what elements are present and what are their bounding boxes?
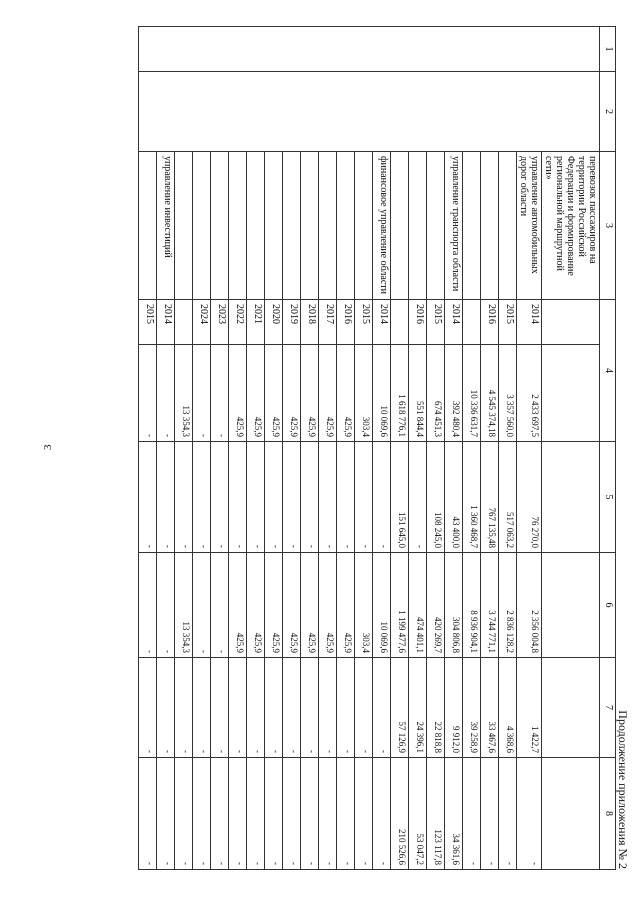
regional-cell: 303,4	[355, 553, 373, 658]
local-cell: -	[247, 658, 265, 758]
year-cell	[542, 300, 600, 345]
year-cell: 2023	[211, 300, 229, 345]
other-cell: -	[463, 758, 481, 870]
federal-cell: -	[157, 442, 175, 553]
regional-cell: 1 199 477,6	[391, 553, 409, 658]
table-row	[445, 27, 463, 870]
local-cell: 9 912,0	[445, 658, 463, 758]
year-cell: 2015	[499, 300, 517, 345]
local-cell: -	[319, 658, 337, 758]
year-cell: 2015	[355, 300, 373, 345]
executor-cell: управление транспорта области	[445, 152, 463, 300]
regional-cell: 425,9	[319, 553, 337, 658]
local-cell: 24 396,1	[409, 658, 427, 758]
executor-cell	[175, 152, 193, 300]
executor-cell	[463, 152, 481, 300]
executor-cell	[337, 152, 355, 300]
federal-cell: -	[229, 442, 247, 553]
executor-cell	[283, 152, 301, 300]
header-col-7: 7	[600, 658, 616, 758]
local-cell: 39 258,9	[463, 658, 481, 758]
other-cell: -	[175, 758, 193, 870]
year-cell: 2020	[265, 300, 283, 345]
header-col-5: 5	[600, 442, 616, 553]
header-col-4: 4	[600, 300, 616, 442]
executor-cell	[139, 152, 157, 300]
other-cell	[542, 758, 600, 870]
other-cell: 210 526,6	[391, 758, 409, 870]
federal-cell: 151 645,0	[391, 442, 409, 553]
local-cell	[542, 658, 600, 758]
other-cell: 34 361,6	[445, 758, 463, 870]
total-cell: -	[193, 345, 211, 442]
year-cell: 2016	[409, 300, 427, 345]
cell-col-2	[139, 72, 600, 152]
regional-cell: 13 354,3	[175, 553, 193, 658]
other-cell: -	[211, 758, 229, 870]
local-cell: -	[337, 658, 355, 758]
table-row	[427, 27, 445, 870]
total-cell: 425,9	[247, 345, 265, 442]
regional-cell: 420 269,7	[427, 553, 445, 658]
federal-cell: -	[301, 442, 319, 553]
year-cell: 2014	[373, 300, 391, 345]
year-cell: 2019	[283, 300, 301, 345]
other-cell: -	[481, 758, 499, 870]
total-cell: 10 069,6	[373, 345, 391, 442]
local-cell: -	[373, 658, 391, 758]
executor-cell: управление инвестиций	[157, 152, 175, 300]
total-cell: 425,9	[301, 345, 319, 442]
table-row	[229, 27, 247, 870]
federal-cell	[542, 442, 600, 553]
total-cell: 1 618 776,1	[391, 345, 409, 442]
total-cell: -	[139, 345, 157, 442]
federal-cell: -	[139, 442, 157, 553]
federal-cell: 43 400,0	[445, 442, 463, 553]
regional-cell: 425,9	[301, 553, 319, 658]
other-cell: -	[157, 758, 175, 870]
table-row	[337, 27, 355, 870]
year-cell: 2016	[337, 300, 355, 345]
executor-cell	[247, 152, 265, 300]
federal-cell: -	[175, 442, 193, 553]
other-cell: -	[283, 758, 301, 870]
budget-table	[138, 26, 616, 870]
regional-cell: -	[157, 553, 175, 658]
executor-cell	[409, 152, 427, 300]
year-cell: 2014	[445, 300, 463, 345]
federal-cell: -	[409, 442, 427, 553]
federal-cell: 1 360 468,7	[463, 442, 481, 553]
federal-cell: -	[355, 442, 373, 553]
other-cell: -	[499, 758, 517, 870]
total-cell: 425,9	[283, 345, 301, 442]
total-cell: 674 451,3	[427, 345, 445, 442]
other-cell: 123 117,8	[427, 758, 445, 870]
year-cell	[463, 300, 481, 345]
regional-cell: 425,9	[265, 553, 283, 658]
table-row	[193, 27, 211, 870]
local-cell: -	[157, 658, 175, 758]
regional-cell: 2 836 128,2	[499, 553, 517, 658]
executor-cell	[211, 152, 229, 300]
table-row	[391, 27, 409, 870]
regional-cell: 304 806,8	[445, 553, 463, 658]
table-row	[319, 27, 337, 870]
table-row	[499, 27, 517, 870]
table-row	[175, 27, 193, 870]
federal-cell: -	[283, 442, 301, 553]
year-cell: 2016	[481, 300, 499, 345]
year-cell: 2014	[517, 300, 542, 345]
header-col-8: 8	[600, 758, 616, 870]
regional-cell: -	[139, 553, 157, 658]
executor-cell	[499, 152, 517, 300]
year-cell: 2014	[157, 300, 175, 345]
total-cell: 10 336 631,7	[463, 345, 481, 442]
table-row	[265, 27, 283, 870]
table-row	[301, 27, 319, 870]
regional-cell: 2 356 004,8	[517, 553, 542, 658]
other-cell: -	[337, 758, 355, 870]
regional-cell	[542, 553, 600, 658]
local-cell: 1 422,7	[517, 658, 542, 758]
local-cell: -	[175, 658, 193, 758]
table-row	[355, 27, 373, 870]
table-row	[542, 27, 600, 870]
local-cell: -	[193, 658, 211, 758]
executor-cell	[391, 152, 409, 300]
local-cell: -	[355, 658, 373, 758]
table-row	[463, 27, 481, 870]
executor-cell	[427, 152, 445, 300]
federal-cell: -	[337, 442, 355, 553]
regional-cell: 425,9	[337, 553, 355, 658]
total-cell: 3 357 560,0	[499, 345, 517, 442]
federal-cell: -	[319, 442, 337, 553]
other-cell: -	[139, 758, 157, 870]
federal-cell: 517 063,2	[499, 442, 517, 553]
local-cell: -	[211, 658, 229, 758]
executor-cell	[193, 152, 211, 300]
total-cell: 392 480,4	[445, 345, 463, 442]
year-cell	[391, 300, 409, 345]
table-row	[409, 27, 427, 870]
total-cell: 4 545 374,18	[481, 345, 499, 442]
federal-cell: -	[193, 442, 211, 553]
other-cell: -	[355, 758, 373, 870]
header-col-2: 2	[600, 72, 616, 152]
regional-cell: 10 069,6	[373, 553, 391, 658]
executor-cell: финансовое управление области	[373, 152, 391, 300]
year-cell: 2018	[301, 300, 319, 345]
executor-cell	[355, 152, 373, 300]
executor-cell	[301, 152, 319, 300]
federal-cell: 108 245,0	[427, 442, 445, 553]
regional-cell: 425,9	[229, 553, 247, 658]
local-cell: -	[301, 658, 319, 758]
regional-cell: 3 744 771,1	[481, 553, 499, 658]
regional-cell: 8 936 904,1	[463, 553, 481, 658]
header-col-1: 1	[600, 27, 616, 72]
other-cell: -	[517, 758, 542, 870]
federal-cell: -	[265, 442, 283, 553]
executor-cell	[229, 152, 247, 300]
page-number: 3	[42, 444, 54, 450]
other-cell: -	[193, 758, 211, 870]
executor-cell: перевозок пассажиров на территории Российской Федерации и формирование региональной маршрутной сети»	[542, 152, 600, 300]
other-cell: -	[229, 758, 247, 870]
other-cell: -	[301, 758, 319, 870]
total-cell: 425,9	[265, 345, 283, 442]
federal-cell: 767 135,48	[481, 442, 499, 553]
other-cell: -	[319, 758, 337, 870]
local-cell: -	[139, 658, 157, 758]
local-cell: -	[229, 658, 247, 758]
table-row	[139, 27, 157, 870]
rotated-page	[70, 20, 630, 875]
total-cell: -	[157, 345, 175, 442]
local-cell: -	[283, 658, 301, 758]
table-row	[481, 27, 499, 870]
year-cell	[175, 300, 193, 345]
local-cell: 22 818,8	[427, 658, 445, 758]
executor-cell	[481, 152, 499, 300]
table-row	[211, 27, 229, 870]
total-cell: 303,4	[355, 345, 373, 442]
local-cell: 57 126,9	[391, 658, 409, 758]
local-cell: 33 467,6	[481, 658, 499, 758]
executor-cell	[265, 152, 283, 300]
total-cell: 425,9	[229, 345, 247, 442]
year-cell: 2015	[139, 300, 157, 345]
table-row	[157, 27, 175, 870]
regional-cell: 425,9	[247, 553, 265, 658]
regional-cell: -	[211, 553, 229, 658]
cell-col-1	[139, 27, 600, 72]
total-cell: 425,9	[337, 345, 355, 442]
regional-cell: -	[193, 553, 211, 658]
year-cell: 2024	[193, 300, 211, 345]
regional-cell: 474 401,1	[409, 553, 427, 658]
other-cell: -	[373, 758, 391, 870]
year-cell: 2022	[229, 300, 247, 345]
total-cell: 13 354,3	[175, 345, 193, 442]
regional-cell: 425,9	[283, 553, 301, 658]
header-col-6: 6	[600, 553, 616, 658]
total-cell: 425,9	[319, 345, 337, 442]
federal-cell: -	[247, 442, 265, 553]
other-cell: 53 047,2	[409, 758, 427, 870]
table-row	[283, 27, 301, 870]
year-cell: 2021	[247, 300, 265, 345]
federal-cell: -	[211, 442, 229, 553]
other-cell: -	[265, 758, 283, 870]
appendix-caption: Продолжение приложения № 2	[616, 710, 630, 869]
table-row	[247, 27, 265, 870]
header-row	[600, 27, 616, 870]
table-row	[373, 27, 391, 870]
federal-cell: 76 270,0	[517, 442, 542, 553]
executor-cell: управление автомобильных дорог области	[517, 152, 542, 300]
table-row	[517, 27, 542, 870]
year-cell: 2015	[427, 300, 445, 345]
federal-cell: -	[373, 442, 391, 553]
total-cell: 2 433 697,5	[517, 345, 542, 442]
local-cell: 4 368,6	[499, 658, 517, 758]
header-col-3: 3	[600, 152, 616, 300]
executor-cell	[319, 152, 337, 300]
total-cell: 551 844,4	[409, 345, 427, 442]
year-cell: 2017	[319, 300, 337, 345]
local-cell: -	[265, 658, 283, 758]
total-cell	[542, 345, 600, 442]
other-cell: -	[247, 758, 265, 870]
total-cell: -	[211, 345, 229, 442]
